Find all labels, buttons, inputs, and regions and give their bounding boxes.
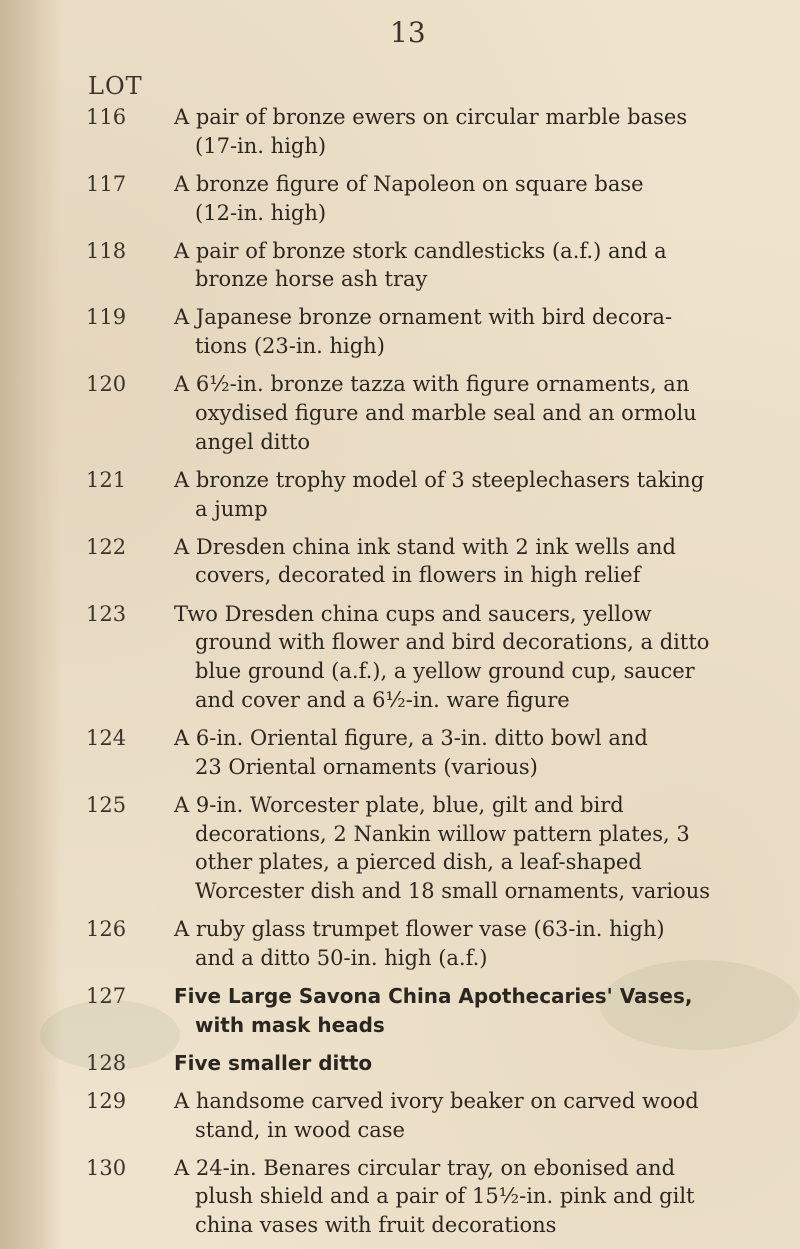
lot-description	[174, 1087, 734, 1145]
description-line: ground with flower and bird decorations, a ditto	[195, 629, 710, 655]
description-line: with mask heads	[195, 1012, 385, 1037]
description-line: A bronze figure of Napoleon on square base	[174, 170, 644, 196]
description-line: tions (23-in. high)	[195, 333, 385, 359]
description-line: angel ditto	[195, 428, 311, 454]
description-line: Two Dresden china cups and saucers, yellow	[174, 600, 652, 626]
lot-description	[174, 915, 734, 973]
lot-number: 117	[86, 170, 127, 196]
lot-number: 128	[86, 1049, 127, 1075]
lot-description	[174, 533, 734, 591]
description-line: a jump	[195, 495, 268, 521]
lot-number: 116	[86, 104, 127, 129]
description-line: A 6½-in. bronze tazza with figure ornaments, an	[174, 371, 690, 397]
description-line: A pair of bronze ewers on circular marble bases	[174, 104, 688, 129]
description-line: A Dresden china ink stand with 2 ink wells and	[174, 533, 676, 559]
lot-number: 125	[86, 791, 127, 817]
description-line: china vases with fruit decorations	[195, 1212, 557, 1238]
lot-description	[174, 303, 734, 361]
description-line: Five Large Savona China Apothecaries' Vases,	[174, 983, 693, 1008]
description-line: covers, decorated in flowers in high relief	[195, 562, 641, 588]
lot-number: 118	[86, 237, 127, 263]
lot-column-header: LOT	[88, 72, 143, 100]
description-line: A 9-in. Worcester plate, blue, gilt and bird	[174, 791, 624, 817]
description-line: A 24-in. Benares circular tray, on ebonised and	[174, 1154, 676, 1180]
lot-description	[174, 170, 734, 228]
lot-number: 122	[86, 533, 127, 559]
lot-description	[174, 724, 734, 782]
description-line: bronze horse ash tray	[195, 266, 428, 292]
lot-number: 120	[86, 371, 127, 397]
lot-description	[174, 982, 734, 1040]
description-line: A 6-in. Oriental figure, a 3-in. ditto bowl and	[174, 724, 648, 750]
lot-description	[174, 237, 734, 295]
lot-description	[174, 370, 734, 456]
lot-number: 124	[86, 724, 127, 750]
description-line: A pair of bronze stork candlesticks (a.f.) and a	[174, 237, 667, 263]
lot-number: 130	[86, 1154, 127, 1180]
description-line: and cover and a 6½-in. ware figure	[195, 686, 570, 712]
lot-number: 129	[86, 1087, 127, 1113]
description-line: A Japanese bronze ornament with bird decora-	[174, 304, 673, 330]
description-line: (12-in. high)	[195, 199, 327, 225]
description-line: stand, in wood case	[195, 1116, 405, 1142]
description-line: blue ground (a.f.), a yellow ground cup, saucer	[195, 658, 695, 684]
lot-number: 123	[86, 600, 127, 626]
description-line: Worcester dish and 18 small ornaments, various	[195, 878, 711, 904]
description-line: Five smaller ditto	[174, 1050, 373, 1075]
description-line: oxydised figure and marble seal and an ormolu	[195, 400, 697, 426]
lot-description	[174, 600, 734, 715]
description-line: A bronze trophy model of 3 steeplechasers taking	[174, 466, 705, 492]
description-line: 23 Oriental ornaments (various)	[195, 753, 538, 779]
description-line: and a ditto 50-in. high (a.f.)	[195, 944, 488, 970]
description-line: (17-in. high)	[195, 132, 327, 158]
lot-description	[174, 1049, 734, 1078]
lot-description	[174, 466, 734, 524]
description-line: A ruby glass trumpet flower vase (63-in. high)	[174, 916, 665, 942]
lot-description	[174, 1154, 734, 1240]
page-edge-shadow	[0, 0, 62, 1249]
description-line: A handsome carved ivory beaker on carved wood	[174, 1087, 699, 1113]
lot-description	[174, 791, 734, 906]
lot-number: 126	[86, 916, 127, 942]
description-line: other plates, a pierced dish, a leaf-shaped	[195, 849, 642, 875]
description-line: plush shield and a pair of 15½-in. pink and gilt	[195, 1183, 695, 1209]
page-number: 13	[390, 16, 426, 49]
lot-description	[174, 103, 734, 161]
lot-number: 127	[86, 982, 127, 1008]
description-line: decorations, 2 Nankin willow pattern plates, 3	[195, 820, 690, 846]
lot-number: 121	[86, 466, 127, 492]
lot-number: 119	[86, 304, 127, 330]
